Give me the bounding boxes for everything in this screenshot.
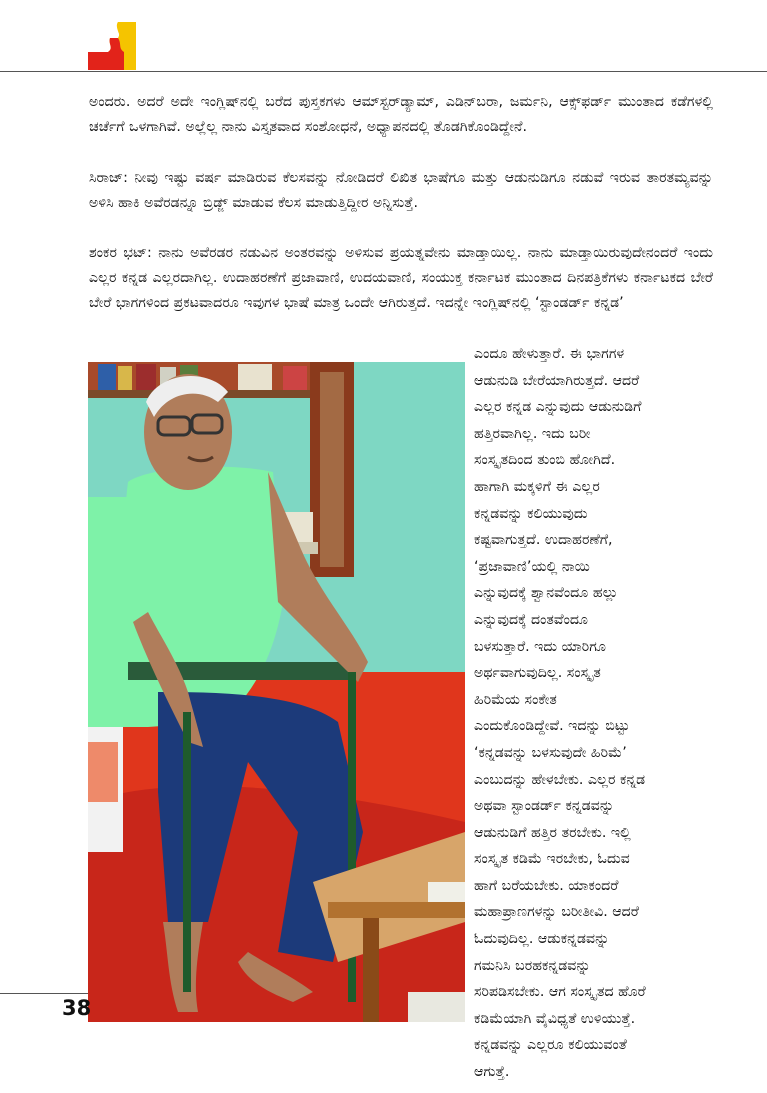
article-paragraph-1: ಅಂದರು. ಅದರೆ ಅದೇ ಇಂಗ್ಲಿಷ್‌ನಲ್ಲಿ ಬರೆದ ಪುಸ್ತಕಗಳು ಆಮ್‌ಸ್ಟರ್‌ಡ್ಯಾಮ್, ಎಡಿನ್‌ಬರಾ, ಜರ್ಮನಿ, ಆಕ್ಸ್‌ಫರ್ಡ್ ಮುಂತಾದ ಕಡೆಗಳಲ್ಲಿ ಚರ್ಚೆಗೆ ಒಳಗಾಗಿವೆ. ಅಲ್ಲೆಲ್ಲ ನಾನು ವಿಸ್ತೃತವಾದ ಸಂಶೋಧನೆ, ಅಧ್ಯಾಪನದಲ್ಲಿ ತೊಡಗಿಕೊಂಡಿದ್ದೇನೆ. <box>89 94 713 135</box>
column-line: ‘ಕನ್ನಡವನ್ನು ಬಳಸುವುದೇ ಹಿರಿಮೆ’ <box>474 744 627 761</box>
column-line: ‘ಪ್ರಜಾವಾಣಿ’ಯಲ್ಲಿ ನಾಯಿ <box>474 558 591 575</box>
column-line: ಅಥವಾ ಸ್ಟಾಂಡರ್ಡ್ ಕನ್ನಡವನ್ನು <box>474 798 615 815</box>
column-line: ಮಹಾಪ್ರಾಣಗಳನ್ನು ಬರೀತೀವಿ. ಆದರೆ <box>474 904 639 921</box>
article-paragraph-2: ಸಿರಾಜ್: ನೀವು ಇಷ್ಟು ವರ್ಷ ಮಾಡಿರುವ ಕೆಲಸವನ್ನು ನೋಡಿದರೆ ಲಿಖಿತ ಭಾಷೆಗೂ ಮತ್ತು ಆಡುನುಡಿಗೂ ನಡುವೆ ಇರುವ ತಾರತಮ್ಯವನ್ನು ಅಳಿಸಿ ಹಾಕಿ ಅವೆರಡನ್ನೂ ಬ್ರಿಡ್ಜ್ ಮಾಡುವ ಕೆಲಸ ಮಾಡುತ್ತಿದ್ದೀರ ಅನ್ನಿಸುತ್ತೆ. <box>89 170 713 211</box>
column-line: ಹಾಗೆ ಬರೆಯಬೇಕು. ಯಾಕಂದರೆ <box>474 877 619 894</box>
footer-rule <box>0 993 88 994</box>
column-line: ಸಂಸ್ಕೃತ ಕಡಿಮೆ ಇರಬೇಕು, ಓದುವ <box>474 851 630 868</box>
article-paragraph-3: ಶಂಕರ ಭಟ್: ನಾನು ಅವೆರಡರ ನಡುವಿನ ಅಂತರವನ್ನು ಅಳಿಸುವ ಪ್ರಯತ್ನವೇನು ಮಾಡ್ತಾಯಿಲ್ಲ. ನಾನು ಮಾಡ್ತಾಯಿರುವುದೇನಂದರೆ ಇಂದು ಎಲ್ಲರ ಕನ್ನಡ ಎಲ್ಲರದಾಗಿಲ್ಲ. ಉದಾಹರಣೆಗೆ ಪ್ರಜಾವಾಣಿ, ಉದಯವಾಣಿ, ಸಂಯುಕ್ತ ಕರ್ನಾಟಕ ಮುಂತಾದ ದಿನಪತ್ರಿಕೆಗಳು ಕರ್ನಾಟಕದ ಬೇರೆ ಬೇರೆ ಭಾಗಗಳಿಂದ ಪ್ರಕಟವಾದರೂ ಇವುಗಳ ಭಾಷೆ ಮಾತ್ರ ಒಂದೇ ಆಗಿರುತ್ತದೆ. ಇದನ್ನೇ ಇಂಗ್ಲಿಷ್‌ನಲ್ಲಿ ‘ಸ್ಟಾಂಡರ್ಡ್ ಕನ್ನಡ’ <box>89 245 713 311</box>
column-line: ಎಂಬುದನ್ನು ಹೇಳಬೇಕು. ಎಲ್ಲರ ಕನ್ನಡ <box>474 771 646 788</box>
column-line: ಎಲ್ಲರ ಕನ್ನಡ ಎನ್ನುವುದು ಆಡುನುಡಿಗೆ <box>474 399 642 416</box>
column-line: ಬಳಸುತ್ತಾರೆ. ಇದು ಯಾರಿಗೂ <box>474 638 607 655</box>
column-line: ಎನ್ನುವುದಕ್ಕೆ ದಂತವೆಂದೂ <box>474 611 589 628</box>
page-number: 38 <box>62 996 92 1020</box>
column-line: ಎಂದೂ ಹೇಳುತ್ತಾರೆ. ಈ ಭಾಗಗಳ <box>474 346 625 362</box>
column-line: ಎಂದುಕೊಂಡಿದ್ದೇವೆ. ಇದನ್ನು ಬಿಟ್ಟು <box>474 718 630 735</box>
column-line: ಓದುವುದಿಲ್ಲ. ಆಡುಕನ್ನಡವನ್ನು <box>474 931 610 948</box>
column-line: ಆಡುನುಡಿ ಬೇರೆಯಾಗಿರುತ್ತದೆ. ಆದರೆ <box>474 372 640 389</box>
magazine-logo-icon <box>88 22 136 70</box>
column-line: ಆಗುತ್ತೆ. <box>474 1064 510 1081</box>
column-line: ಗಮನಿಸಿ ಬರಹಕನ್ನಡವನ್ನು <box>474 957 591 974</box>
column-line: ಹಾಗಾಗಿ ಮಕ್ಕಳಿಗೆ ಈ ಎಲ್ಲರ <box>474 478 600 495</box>
portrait-photo <box>88 362 465 1022</box>
column-line: ಕಷ್ಟವಾಗುತ್ತದೆ. ಉದಾಹರಣೆಗೆ, <box>474 532 613 549</box>
column-line: ಕಡಿಮೆಯಾಗಿ ವೈವಿಧ್ಯತೆ ಉಳಿಯುತ್ತೆ. <box>474 1010 636 1027</box>
column-line: ಆಡುನುಡಿಗೆ ಹತ್ತಿರ ತರಬೇಕು. ಇಲ್ಲಿ <box>474 824 631 841</box>
header-rule <box>0 71 767 72</box>
column-line: ಅರ್ಥವಾಗುವುದಿಲ್ಲ. ಸಂಸ್ಕೃತ <box>474 665 601 682</box>
column-line: ಎನ್ನುವುದಕ್ಕೆ ಶ್ವಾನವೆಂದೂ ಹಲ್ಲು <box>474 585 619 602</box>
article-side-column <box>474 341 722 1086</box>
column-line: ಸರಿಪಡಿಸಬೇಕು. ಆಗ ಸಂಸ್ಕೃತದ ಹೊರೆ <box>474 984 646 1001</box>
column-line: ಸಂಸ್ಕೃತದಿಂದ ತುಂಬಿ ಹೋಗಿದೆ. <box>474 452 616 469</box>
column-line: ಕನ್ನಡವನ್ನು ಎಲ್ಲರೂ ಕಲಿಯುವಂತೆ <box>474 1037 627 1054</box>
column-line: ಕನ್ನಡವನ್ನು ಕಲಿಯುವುದು <box>474 505 588 522</box>
column-line: ಹತ್ತಿರವಾಗಿಲ್ಲ. ಇದು ಬರೀ <box>474 425 591 442</box>
column-line: ಹಿರಿಮೆಯ ಸಂಕೇತ <box>474 691 557 708</box>
